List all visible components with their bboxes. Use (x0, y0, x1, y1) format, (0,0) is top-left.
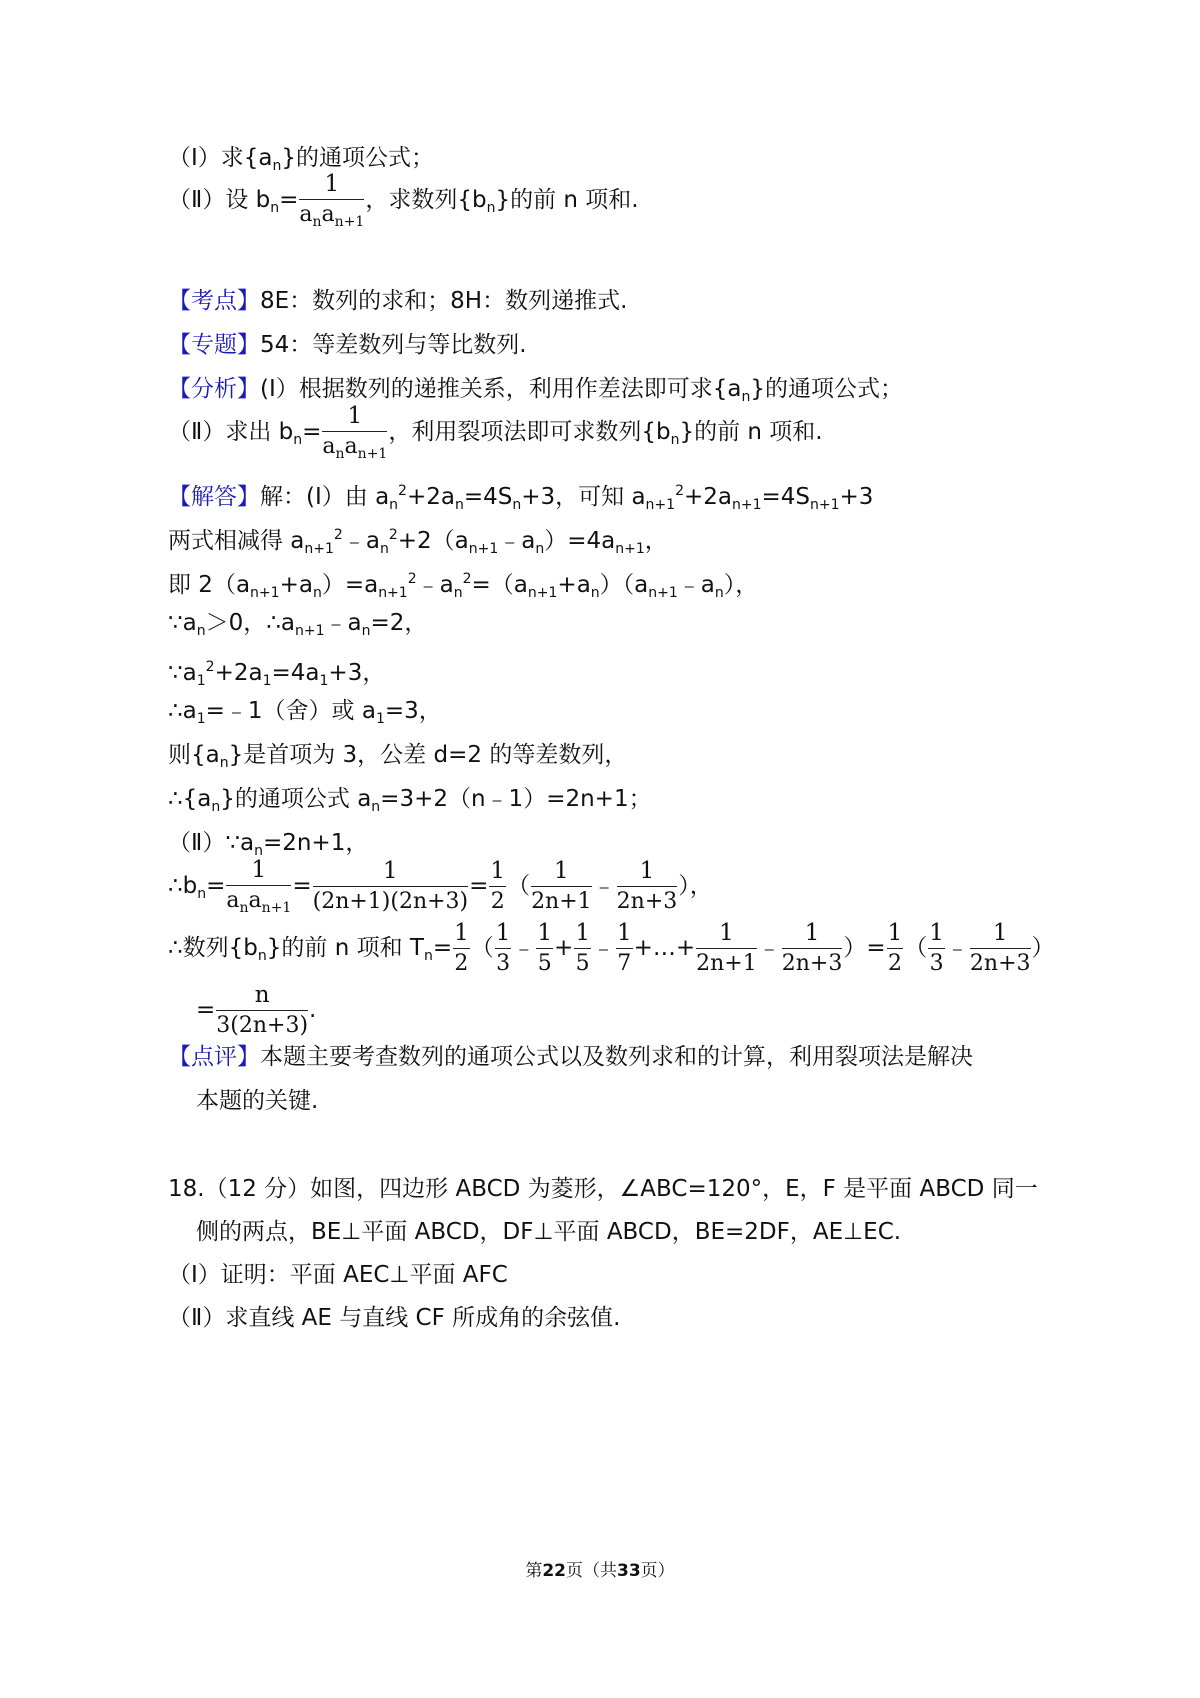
fenxi-tag: 【分析】 (168, 376, 260, 402)
jieda-line1: 【解答】解：(I）由 $a_n^2+2a_n=4S_n+3$，可知 $a_{n+1}^2+2a_{n+1}=4S_{n+1}+3$ (168, 483, 874, 513)
page-number: 22 (542, 1561, 566, 1581)
dianping-tag: 【点评】 (168, 1044, 260, 1070)
zhuanti-tag: 【专题】 (168, 332, 260, 358)
jieda-line4: $\because a_n>0$，$\therefore a_{n+1}﹣a_n=2$， (168, 610, 428, 639)
jieda-line6: $\therefore a_1=﹣1$（舍）或 $a_1=3$， (168, 698, 442, 727)
fraction: $\frac{1}{2n+1}$ (696, 920, 757, 976)
problem18-line2: 侧的两点，BE⊥平面 ABCD，DF⊥平面 ABCD，BE=2DF，AE⊥EC. (196, 1219, 902, 1245)
page-footer: 第22页（共33页） (525, 1561, 675, 1581)
jieda-line11: ∴数列$\{b_n\}$的前 n 项和 $T_n=$ $\frac{1}{2}$ （ $\frac{1}{3}$ ﹣ $\frac{1}{5}$ + $\frac{1}{5}$ ﹣ $\frac{1}{7}$ +…+ $\frac{1}{2n+1}$ ﹣ $\frac{1}{2n+3}$ ）= $\frac{1}{2}$ （ $\frac{1}{3}$ ﹣ $\frac{1}{2n+3}$ ） (168, 920, 1055, 976)
jieda-tag: 【解答】 (168, 484, 260, 510)
fraction: $\frac{1}{2n+1}$ (531, 858, 592, 914)
jieda-line9: $(Ⅱ)\because a_n=2n+1$， (168, 830, 369, 859)
fraction: $\frac{1}{2}$ (454, 920, 469, 976)
problem17-part1: （I）求$\{a_n\}$的通项公式； (168, 145, 435, 174)
fenxi-line1: 【分析】(I）根据数列的递推关系，利用作差法即可求$\{a_n\}$的通项公式； (168, 376, 903, 405)
problem18-line1: 18.（12 分）如图，四边形 ABCD 为菱形，∠ABC=120°，E，F 是平面 ABCD 同一 (168, 1176, 1038, 1202)
jieda-line12: = $\frac{n}{3(2n+3)}$ . (196, 982, 317, 1038)
fraction: $\frac{1}{2}$ (490, 858, 506, 914)
fraction: $\frac{1}{a_na_{n+1}}$ (299, 170, 365, 230)
problem18-line3: （Ⅰ）证明：平面 AEC⊥平面 AFC (168, 1262, 508, 1288)
dianping-line2: 本题的关键. (196, 1088, 319, 1114)
fraction: $\frac{1}{a_na_{n+1}}$ (226, 856, 292, 916)
fraction: $\frac{1}{3}$ (929, 920, 944, 976)
kaodian-tag: 【考点】 (168, 288, 260, 314)
jieda-line2: 两式相减得 $a_{n+1}^2﹣a_n^2+2(a_{n+1}﹣a_n)=4a_{n+1}$， (168, 527, 668, 557)
fraction: $\frac{1}{2n+3}$ (616, 858, 678, 914)
fenxi-line2: （Ⅱ）求出 $b_n=$ $\frac{1}{a_na_{n+1}}$ ，利用裂项法即可求数列$\{b_n\}$的前 n 项和. (168, 402, 823, 462)
fraction: $\frac{1}{2n+3}$ (781, 920, 843, 976)
fraction: $\frac{1}{5}$ (537, 920, 553, 976)
fraction: $\frac{n}{3(2n+3)}$ (216, 982, 309, 1038)
jieda-line7: 则$\{a_n\}$是首项为 3，公差 d=2 的等差数列， (168, 742, 628, 771)
jieda-line3: 即 $2(a_{n+1}+a_n)=a_{n+1}^2﹣a_n^2=(a_{n+1}+a_n)(a_{n+1}﹣a_n)$， (168, 571, 759, 601)
jieda-line5: $\because a_1^2+2a_1=4a_1+3$， (168, 659, 386, 689)
fraction: $\frac{1}{7}$ (616, 920, 632, 976)
fraction: $\frac{1}{3}$ (495, 920, 511, 976)
fraction: $\frac{1}{a_na_{n+1}}$ (322, 402, 388, 462)
problem18-line4: （Ⅱ）求直线 AE 与直线 CF 所成角的余弦值. (168, 1305, 621, 1331)
fraction: $\frac{1}{(2n+1)(2n+3)}$ (312, 858, 469, 914)
page-total: 33 (617, 1561, 641, 1581)
dianping-line1: 【点评】本题主要考查数列的通项公式以及数列求和的计算，利用裂项法是解决 (168, 1044, 973, 1070)
jieda-line10: $\therefore b_n=$ $\frac{1}{a_na_{n+1}}$ = $\frac{1}{(2n+1)(2n+3)}$ = $\frac{1}{2}$ （ $\frac{1}{2n+1}$ ﹣ $\frac{1}{2n+3}$ ）， (168, 856, 713, 916)
fraction: $\frac{1}{5}$ (575, 920, 590, 976)
problem17-part2: （Ⅱ）设 $b_n=$ $\frac{1}{a_na_{n+1}}$ ，求数列$\{b_n\}$的前 n 项和. (168, 170, 639, 230)
kaodian-line: 【考点】8E：数列的求和；8H：数列递推式. (168, 288, 628, 314)
zhuanti-line: 【专题】54：等差数列与等比数列. (168, 332, 527, 358)
jieda-line8: $\therefore\{a_n\}$的通项公式 $a_n=3+2(n﹣1)=2n+1$； (168, 786, 652, 815)
fraction: $\frac{1}{2}$ (887, 920, 903, 976)
fraction: $\frac{1}{2n+3}$ (969, 920, 1031, 976)
